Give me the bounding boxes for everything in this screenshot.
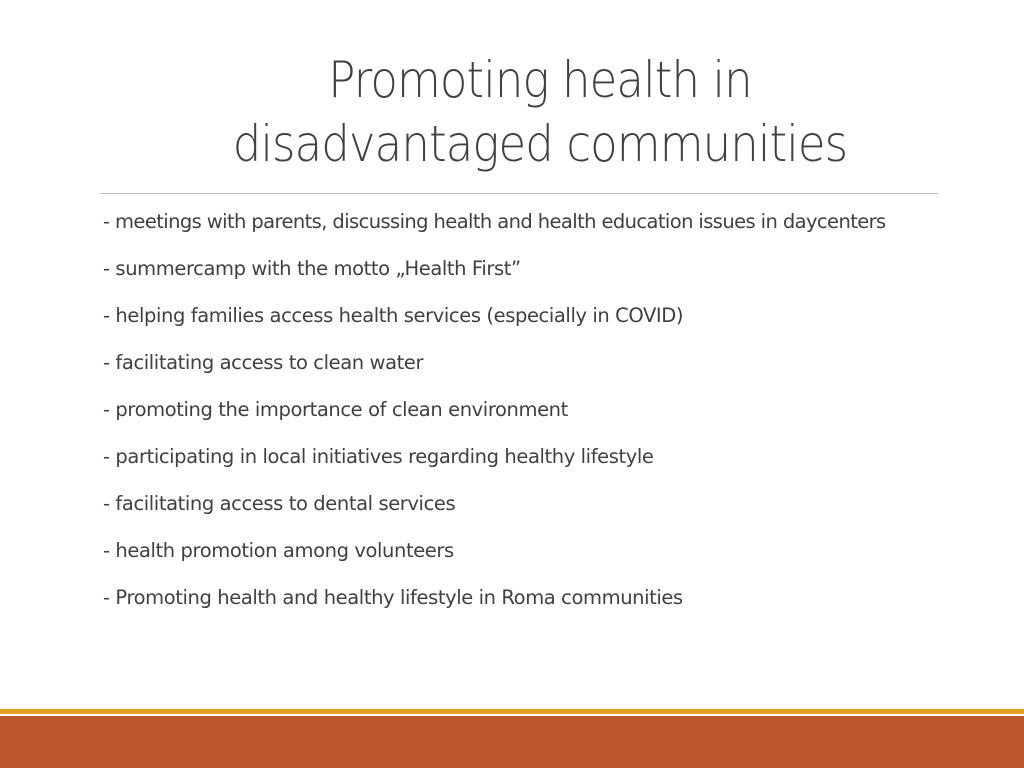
bullet-item: - participating in local initiatives regarding healthy lifestyle xyxy=(103,445,654,468)
bullet-item: - health promotion among volunteers xyxy=(103,539,454,562)
bullet-item: - Promoting health and healthy lifestyle in Roma communities xyxy=(103,586,683,609)
bullet-list xyxy=(103,208,943,631)
bullet-item: - summercamp with the motto „Health First” xyxy=(103,257,521,280)
footer-bar xyxy=(0,716,1024,768)
bullet-item: - facilitating access to clean water xyxy=(103,351,424,374)
bullet-item: - facilitating access to dental services xyxy=(103,492,456,515)
bullet-item: - helping families access health services (especially in COVID) xyxy=(103,304,684,327)
bullet-item: - meetings with parents, discussing health and health education issues in daycenters xyxy=(103,210,886,233)
slide-title-line-1: Promoting health in xyxy=(328,51,752,109)
title-divider xyxy=(100,193,938,194)
bullet-item: - promoting the importance of clean environment xyxy=(103,398,568,421)
footer-accent-stripe xyxy=(0,709,1024,714)
slide-title xyxy=(144,48,936,176)
slide-title-line-2: disadvantaged communities xyxy=(232,115,848,173)
